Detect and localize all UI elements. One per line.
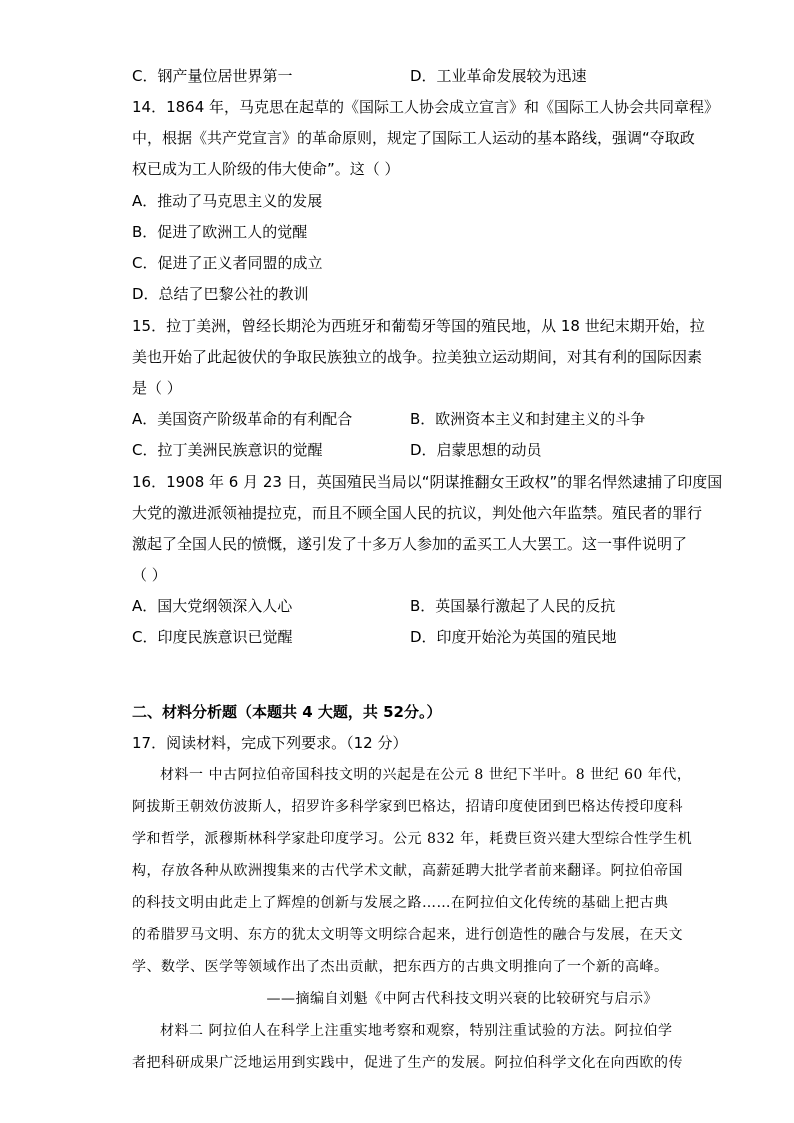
q17-source: ——摘编自刘魁《中阿古代科技文明兴衰的比较研究与启示》: [266, 991, 658, 1007]
q16-stem-line-1: 16．1908 年 6 月 23 日，英国殖民当局以“阴谋推翻女王政权”的罪名悍然逮捕了印度国: [132, 473, 723, 491]
q17-material1-line-1: 材料一 中古阿拉伯帝国科技文明的兴起是在公元 8 世纪下半叶。8 世纪 60 年代，: [160, 767, 692, 783]
q17-material1-line-7: 学、数学、医学等领域作出了杰出贡献，把东西方的古典文明推向了一个新的高峰。: [132, 959, 669, 975]
q16-option-a: A．国大党纲领深入人心: [132, 597, 293, 615]
q15-option-d: D．启蒙思想的动员: [410, 441, 542, 459]
q16-option-b: B．英国暴行激起了人民的反抗: [410, 597, 616, 615]
q17-material2-line-2: 者把科研成果广泛地运用到实践中，促进了生产的发展。阿拉伯科学文化在向西欧的传: [132, 1055, 683, 1071]
q17-material1-line-5: 的科技文明由此走上了辉煌的创新与发展之路……在阿拉伯文化传统的基础上把古典: [132, 895, 669, 911]
q15-option-a: A．美国资产阶级革命的有利配合: [132, 410, 353, 428]
q16-stem-line-3: 激起了全国人民的愤慨，遂引发了十多万人参加的孟买工人大罢工。这一事件说明了: [132, 535, 688, 553]
q17-material1-line-4: 构，存放各种从欧洲搜集来的古代学术文献，高薪延聘大批学者前来翻译。阿拉伯帝国: [132, 863, 683, 879]
q17-material1-line-6: 的希腊罗马文明、东方的犹太文明等文明综合起来，进行创造性的融合与发展，在天文: [132, 927, 683, 943]
q14-option-a: A．推动了马克思主义的发展: [132, 192, 323, 210]
q15-stem-line-1: 15．拉丁美洲，曾经长期沦为西班牙和葡萄牙等国的殖民地，从 18 世纪末期开始，拉: [132, 317, 705, 335]
section-heading: 二、材料分析题（本题共 4 大题，共 52分。）: [132, 703, 442, 721]
q17-material1-line-2: 阿拔斯王朝效仿波斯人，招罗许多科学家到巴格达，招请印度使团到巴格达传授印度科: [132, 799, 683, 815]
q15-stem-line-2: 美也开始了此起彼伏的争取民族独立的战争。拉美独立运动期间，对其有利的国际因素: [132, 348, 703, 366]
q17-material2-line-1: 材料二 阿拉伯人在科学上注重实地考察和观察，特别注重试验的方法。阿拉伯学: [160, 1023, 673, 1039]
q16-option-d: D．印度开始沦为英国的殖民地: [410, 628, 617, 646]
q17-stem: 17．阅读材料，完成下列要求。（12 分）: [132, 734, 408, 752]
q14-stem-line-3: 权已成为工人阶级的伟大使命”。这（ ）: [132, 160, 400, 178]
q15-option-b: B．欧洲资本主义和封建主义的斗争: [410, 410, 646, 428]
q17-material1-line-3: 学和哲学，派穆斯林科学家赴印度学习。公元 832 年，耗费巨资兴建大型综合性学生机: [132, 831, 693, 847]
q14-stem-line-2: 中，根据《共产党宣言》的革命原则，规定了国际工人运动的基本路线，强调“夺取政: [132, 129, 695, 147]
q16-option-c: C．印度民族意识已觉醒: [132, 628, 293, 646]
q13-option-c: C．钢产量位居世界第一: [132, 67, 293, 85]
q14-option-b: B．促进了欧洲工人的觉醒: [132, 223, 308, 241]
q14-option-c: C．促进了正义者同盟的成立: [132, 254, 323, 272]
q15-option-c: C．拉丁美洲民族意识的觉醒: [132, 441, 323, 459]
q16-stem-line-2: 大党的激进派领袖提拉克，而且不顾全国人民的抗议，判处他六年监禁。殖民者的罪行: [132, 504, 703, 522]
q14-stem-line-1: 14．1864 年，马克思在起草的《国际工人协会成立宣言》和《国际工人协会共同章程》: [132, 98, 720, 116]
q16-stem-line-4: （ ）: [132, 566, 167, 584]
q14-option-d: D．总结了巴黎公社的教训: [132, 285, 309, 303]
q15-stem-line-3: 是（ ）: [132, 379, 182, 397]
q13-option-d: D．工业革命发展较为迅速: [410, 67, 587, 85]
